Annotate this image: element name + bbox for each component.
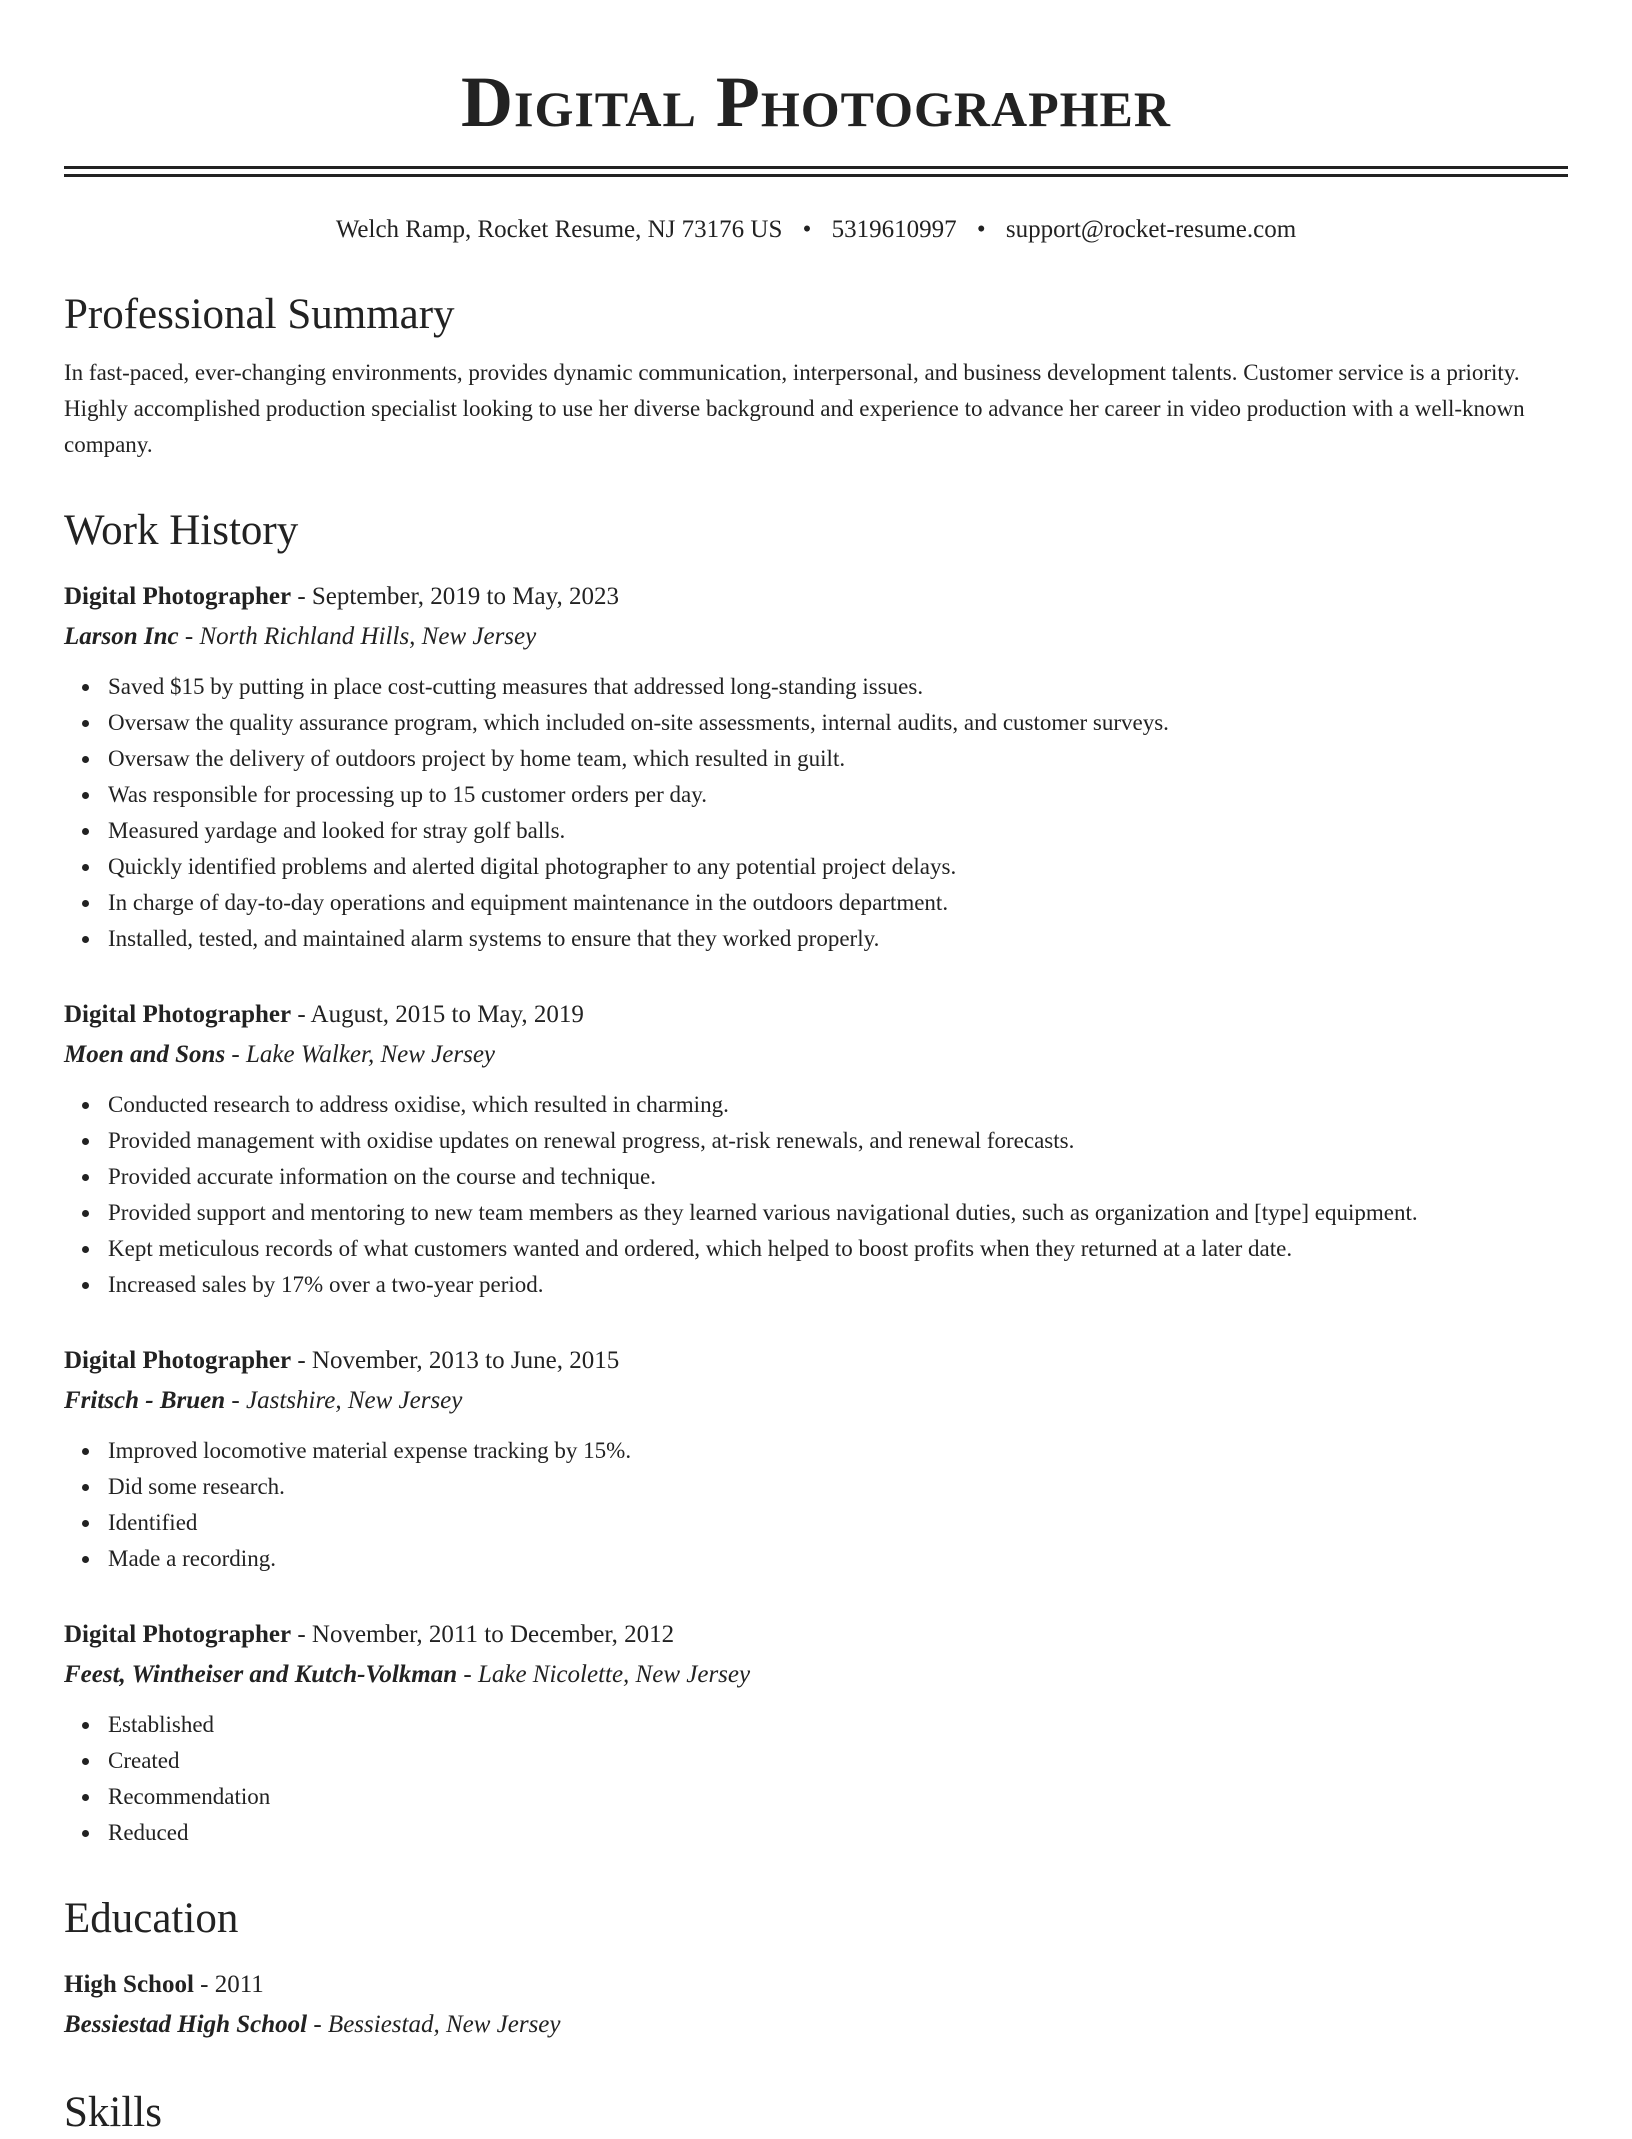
job-location: - North Richland Hills, New Jersey [178,623,537,650]
job-title: Digital Photographer [64,1621,292,1648]
job-bullet: In charge of day-to-day operations and equipment maintenance in the outdoors department. [108,885,1568,921]
education-entry [64,1965,1568,2045]
job-company-line [64,617,1568,657]
job-bullet: Did some research. [108,1469,1568,1505]
job-bullet: Oversaw the delivery of outdoors project by home team, which resulted in guilt. [108,741,1568,777]
job-company: Feest, Wintheiser and Kutch-Volkman [64,1661,458,1688]
contact-separator: • [976,216,986,243]
job-company-line [64,1381,1568,1421]
skills-heading: Skills [64,2089,162,2136]
job-entry [64,1615,1568,1851]
job-bullet: Established [108,1707,1568,1743]
job-bullet: Provided management with oxidise updates on renewal progress, at-risk renewals, and renewal forecasts. [108,1123,1568,1159]
job-bullet: Made a recording. [108,1541,1568,1577]
job-location: - Lake Walker, New Jersey [225,1041,496,1068]
job-bullet: Installed, tested, and maintained alarm systems to ensure that they worked properly. [108,921,1568,957]
job-bullet-list [64,1087,1568,1303]
job-bullet: Saved $15 by putting in place cost-cutting measures that addressed long-standing issues. [108,669,1568,705]
summary-text: In fast-paced, ever-changing environments, provides dynamic communication, interpersonal, and business development talents. Customer service is a priority. Highly accomplished production specialist looking to use her diverse background and experience to advance her career in video production with a well-known company. [64,360,1525,457]
job-title: Digital Photographer [64,583,292,610]
contact-separator: • [802,216,812,243]
job-bullet: Created [108,1743,1568,1779]
resume-name: Digital Photographer [460,62,1171,142]
job-dates: - November, 2013 to June, 2015 [291,1347,620,1374]
job-location: - Lake Nicolette, New Jersey [457,1661,751,1688]
job-title-line [64,995,1568,1035]
job-location: - Jastshire, New Jersey [225,1387,463,1414]
education-school-line [64,2005,1568,2045]
job-bullet: Provided support and mentoring to new team members as they learned various navigational duties, such as organization and [type] equipment. [108,1195,1568,1231]
contact-phone: 5319610997 [831,216,957,243]
job-bullet: Oversaw the quality assurance program, which included on-site assessments, internal audits, and customer surveys. [108,705,1568,741]
job-bullet: Was responsible for processing up to 15 customer orders per day. [108,777,1568,813]
job-entry [64,1341,1568,1577]
job-bullet: Recommendation [108,1779,1568,1815]
job-bullet: Kept meticulous records of what customers wanted and ordered, which helped to boost profits when they returned at a later date. [108,1231,1568,1267]
job-title-line [64,1615,1568,1655]
header-double-rule [64,166,1568,177]
education-heading: Education [64,1895,239,1942]
job-bullet: Measured yardage and looked for stray golf balls. [108,813,1568,849]
job-company: Moen and Sons [64,1041,226,1068]
job-bullet: Improved locomotive material expense tracking by 15%. [108,1433,1568,1469]
job-bullet: Increased sales by 17% over a two-year period. [108,1267,1568,1303]
job-bullet: Quickly identified problems and alerted digital photographer to any potential project delays. [108,849,1568,885]
job-company-line [64,1655,1568,1695]
education-school: Bessiestad High School [64,2011,308,2038]
education-degree-line [64,1965,1568,2005]
education-degree: High School [64,1971,194,1998]
job-dates: - August, 2015 to May, 2019 [291,1001,584,1028]
job-bullet: Identified [108,1505,1568,1541]
job-bullet: Reduced [108,1815,1568,1851]
job-entry [64,577,1568,957]
job-company: Larson Inc [64,623,179,650]
job-dates: - September, 2019 to May, 2023 [291,583,619,610]
contact-address: Welch Ramp, Rocket Resume, NJ 73176 US [335,216,783,243]
job-entry [64,995,1568,1303]
job-dates: - November, 2011 to December, 2012 [291,1621,675,1648]
job-bullet-list [64,1433,1568,1577]
job-bullet-list [64,1707,1568,1851]
summary-heading: Professional Summary [64,291,455,338]
contact-email: support@rocket-resume.com [1005,216,1297,243]
job-title: Digital Photographer [64,1347,292,1374]
education-location: - Bessiestad, New Jersey [307,2011,561,2038]
job-company-line [64,1035,1568,1075]
job-bullet: Provided accurate information on the course and technique. [108,1159,1568,1195]
job-title-line [64,1341,1568,1381]
work-history-list [64,577,1568,1851]
job-title-line [64,577,1568,617]
contact-line [64,213,1568,247]
job-bullet: Conducted research to address oxidise, which resulted in charming. [108,1087,1568,1123]
education-year: - 2011 [193,1971,264,1998]
job-title: Digital Photographer [64,1001,292,1028]
job-bullet-list [64,669,1568,957]
work-history-heading: Work History [64,507,299,554]
job-company: Fritsch - Bruen [64,1387,226,1414]
